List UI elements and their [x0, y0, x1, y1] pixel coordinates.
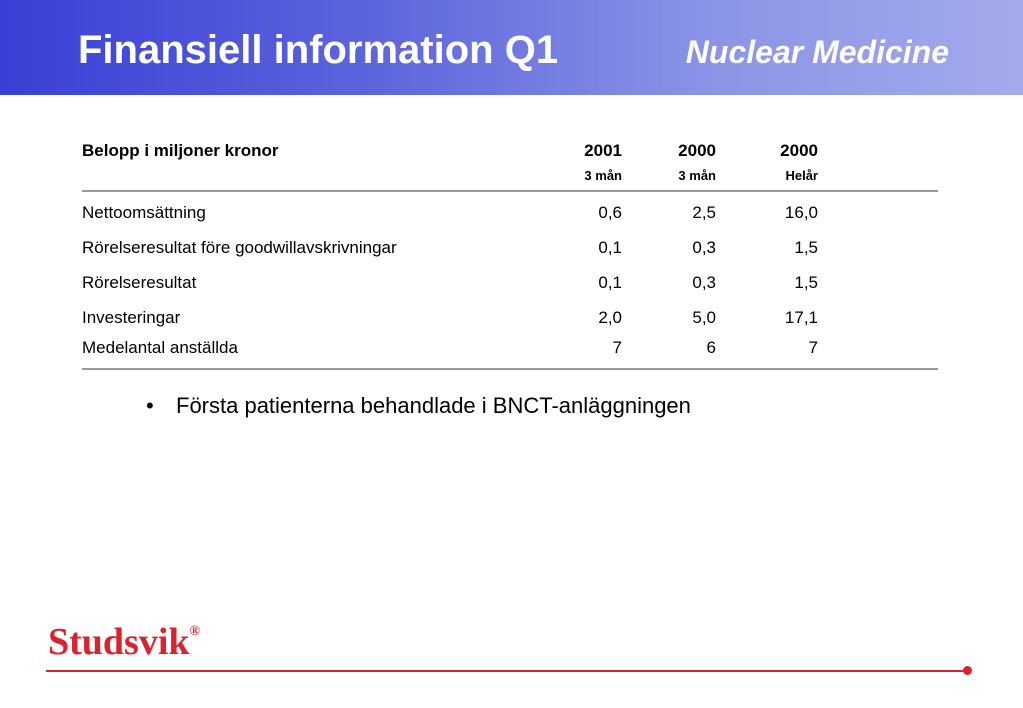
column-period: 3 mån — [584, 168, 622, 183]
table-row — [82, 308, 938, 338]
row-value: 2,0 — [598, 308, 622, 327]
bullet-item — [146, 393, 691, 419]
column-year: 2001 — [584, 141, 622, 160]
bullet-text: Första patienterna behandlade i BNCT-anläggningen — [176, 393, 691, 418]
table-row — [82, 238, 938, 273]
row-value: 1,5 — [794, 238, 818, 257]
slide-subtitle: Nuclear Medicine — [685, 34, 949, 70]
table-bottom-rule — [82, 368, 938, 370]
table-header-row — [82, 141, 938, 168]
table-row — [82, 338, 938, 368]
row-value: 1,5 — [794, 273, 818, 292]
row-value: 17,1 — [784, 308, 818, 327]
row-label: Medelantal anställda — [82, 338, 238, 357]
row-value: 0,3 — [692, 273, 716, 292]
row-value: 0,6 — [598, 203, 622, 222]
row-value: 5,0 — [692, 308, 716, 327]
row-label: Rörelseresultat — [82, 273, 197, 292]
financial-table — [82, 141, 938, 370]
row-value: 2,5 — [692, 203, 716, 222]
row-label: Investeringar — [82, 308, 181, 327]
column-period: Helår — [785, 168, 818, 183]
row-value: 7 — [808, 338, 818, 357]
row-label: Rörelseresultat före goodwillavskrivningar — [82, 238, 397, 257]
table-row — [82, 203, 938, 238]
slide-title: Finansiell information Q1 — [78, 28, 559, 72]
logo-text: Studsvik — [48, 621, 190, 663]
bullet-marker: • — [146, 393, 154, 418]
slide-header — [0, 0, 1023, 95]
registered-mark: ® — [189, 624, 201, 639]
footer-red-line — [46, 670, 968, 672]
row-value: 7 — [612, 338, 622, 357]
table-subheader-row — [82, 168, 938, 190]
column-label-header: Belopp i miljoner kronor — [82, 141, 279, 160]
row-value: 0,1 — [598, 238, 622, 257]
column-year: 2000 — [780, 141, 818, 160]
column-period: 3 mån — [678, 168, 716, 183]
row-value: 0,1 — [598, 273, 622, 292]
row-value: 6 — [706, 338, 716, 357]
studsvik-logo — [48, 620, 200, 664]
footer-red-dot — [963, 666, 972, 675]
row-value: 0,3 — [692, 238, 716, 257]
row-label: Nettoomsättning — [82, 203, 206, 222]
table-row — [82, 273, 938, 308]
column-year: 2000 — [678, 141, 716, 160]
row-value: 16,0 — [784, 203, 818, 222]
